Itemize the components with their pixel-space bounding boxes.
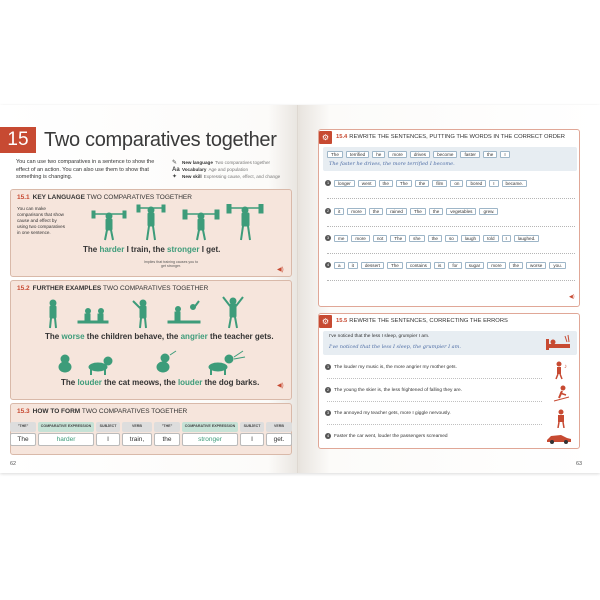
example-sentence-2: The louder the cat meows, the louder the dog barks. [61,378,260,387]
implies-note: Implies that training causes you to get stronger. [143,260,199,269]
word-tile: I [489,180,498,187]
vocabulary-icon: Aa [172,166,180,173]
formation-chain [10,422,292,452]
word-tile: The [387,262,403,269]
word-tile: I [500,151,509,158]
word-tile: film [432,180,447,187]
panel-title: 15.1 KEY LANGUAGE TWO COMPARATIVES TOGETHER [17,194,192,201]
side-note: You can make comparisons that show cause and effect by using two comparatives in one sentence. [17,206,66,235]
example-words [327,149,513,159]
question-number: 2 [326,209,330,213]
word-tile: the [509,262,523,269]
panel-key-language [10,189,292,277]
panel-further-examples [10,280,292,400]
audio-icon[interactable]: ◀) [569,294,575,300]
word-tile: terrified [346,151,369,158]
cat-dog-illustration [53,347,253,375]
teacher-figure-3 [223,297,243,328]
word-tile: The [327,151,343,158]
chain-head-comparative: COMPARATIVE EXPRESSION [38,422,94,432]
unit-meta: ✎ New language Two comparatives together Aa Vocabulary Age and population ✦ New skill Expressing cause, effect, and change [172,159,281,180]
exercise-title: ⚙ 15.4 REWRITE THE SENTENCES, PUTTING THE WORDS IN THE CORRECT ORDER [319,130,581,144]
chain-head-verb: VERB [122,422,152,432]
car-icon [545,432,573,444]
chain-head-comparative-2: COMPARATIVE EXPRESSION [182,422,238,432]
skill-icon: ✦ [172,173,178,180]
key-sentence: The harder I train, the stronger I get. [83,245,221,254]
example-sentence-1: The worse the children behave, the angrier the teacher gets. [45,332,274,341]
word-tile: not [373,235,387,242]
answer-line[interactable] [327,280,575,281]
right-page [300,105,600,473]
question-row-4 [325,260,569,270]
word-tile: the [379,180,393,187]
weightlifter-figure-3 [183,210,219,240]
answer-line[interactable] [327,401,542,402]
unit-header [0,127,277,153]
weightlifter-figure-2 [137,205,165,240]
cat-figure-1 [59,355,71,372]
example-question: I've noticed that the less I sleep, grumpier I am. [329,334,430,339]
bed-icon [545,334,571,352]
word-tile: the [483,151,497,158]
word-tile: worse [526,262,546,269]
word-tile: become [433,151,457,158]
intro-text: You can use two comparatives in a sentence to show the effect of an action. You can also use them to show that something is changing. [16,159,155,180]
children-group-1 [78,309,108,324]
word-tile: contains [406,262,431,269]
word-tile: rained [386,208,407,215]
teacher-figure-1 [50,300,56,328]
question-row-2 [325,206,501,216]
word-tile: became. [502,180,528,187]
question-number: 2 [326,388,330,392]
chain-head-verb-2: VERB [266,422,292,432]
word-tile: so [445,235,458,242]
question-number: 1 [326,181,330,185]
question-number: 4 [326,263,330,267]
teacher-icon [553,408,569,428]
question-number: 1 [326,365,330,369]
audio-icon[interactable]: ◀) [277,267,284,273]
word-tile: it [334,208,344,215]
speech-bubble-icon: ✎ [172,159,178,166]
word-tile: sugar [465,262,485,269]
question-1: 1 The louder my music is, the more angrier my mother gets. [326,364,457,370]
word-tile: is [434,262,445,269]
word-tile: longer [334,180,355,187]
music-person-icon [551,360,571,380]
word-tile: grew. [479,208,498,215]
word-tile: the [428,235,442,242]
chain-cell-verb-2: get. [266,433,292,446]
chain-cell-comparative-2: stronger [182,433,238,446]
word-tile: more [351,235,369,242]
example-answer: The faster he drives, the more terrified I become. [329,161,455,167]
page-number-right: 63 [576,461,583,467]
word-tile: the [429,208,443,215]
unit-number: 15 [0,127,36,153]
example-answer: I've noticed that the less I sleep, the grumpier I am. [329,344,461,350]
cat-figure-2 [157,351,176,372]
unit-title: Two comparatives together [44,128,277,151]
word-tile: I [502,235,511,242]
answer-line[interactable] [327,378,542,379]
exercise-15-5 [318,313,580,449]
question-row-3 [325,233,542,243]
word-tile: more [487,262,505,269]
question-row-1 [325,178,530,188]
weightlifter-illustration [89,204,269,244]
word-tile: laughed. [514,235,540,242]
gear-icon: ⚙ [319,315,332,328]
weightlifter-figure-1 [92,211,126,240]
question-3: 3 The annoyed my teacher gets, more I giggle nervously. [326,410,451,416]
chain-head-subject: SUBJECT [96,422,120,432]
word-tile: the [369,208,383,215]
chain-cell-comparative: harder [38,433,94,446]
left-page [0,105,298,473]
question-2: 2 The young the skier is, the less frightened of falling they are. [326,387,462,393]
word-tile: laugh [461,235,480,242]
chain-cell-the-2: the [154,433,180,446]
word-tile: the [415,180,429,187]
word-tile: vegetables [446,208,476,215]
word-tile: more [388,151,406,158]
classroom-illustration [43,295,253,329]
word-tile: more [347,208,365,215]
word-tile: for [448,262,461,269]
word-tile: dessert [361,262,384,269]
answer-line[interactable] [327,226,575,227]
question-number: 3 [326,236,330,240]
page-number-left: 62 [10,461,17,467]
chain-head-the: "THE" [10,422,36,432]
word-tile: a [334,262,345,269]
exercise-15-4 [318,129,580,307]
children-group-2 [168,301,200,323]
chain-cell-the: The [10,433,36,446]
chain-cell-subject-2: I [240,433,264,446]
question-number: 4 [326,434,330,438]
word-tile: me [334,235,348,242]
word-tile: drives [410,151,430,158]
exercise-title: ⚙ 15.5 REWRITE THE SENTENCES, CORRECTING THE ERRORS [319,314,581,328]
chain-cell-subject: I [96,433,120,446]
dog-figure-2 [209,351,245,375]
panel-title: 15.2 FURTHER EXAMPLES TWO COMPARATIVES TOGETHER [17,285,209,292]
word-tile: on [450,180,463,187]
chain-cell-verb: train, [122,433,152,446]
word-tile: The [410,208,426,215]
weightlifter-figure-4 [227,204,263,240]
panel-title: 15.3 HOW TO FORM TWO COMPARATIVES TOGETHER [17,408,188,415]
answer-line[interactable] [327,253,575,254]
question-number: 3 [326,411,330,415]
word-tile: she [409,235,424,242]
word-tile: faster [460,151,480,158]
question-4: 4 Faster the car went, louder the passengers screamed [326,433,448,439]
word-tile: The [396,180,412,187]
gear-icon: ⚙ [319,131,332,144]
answer-line[interactable] [327,198,575,199]
book-spread [0,105,600,473]
chain-head-the-2: "THE" [154,422,180,432]
word-tile: bored [466,180,486,187]
skier-icon [551,384,571,404]
word-tile: went [358,180,376,187]
svg-text:♪: ♪ [564,364,567,370]
word-tile: told [483,235,498,242]
word-tile: it [348,262,358,269]
answer-line[interactable] [327,424,542,425]
chain-head-subject-2: SUBJECT [240,422,264,432]
audio-icon[interactable]: ◀) [277,383,284,389]
word-tile: you. [549,262,566,269]
dog-figure-1 [89,357,112,375]
word-tile: he [372,151,385,158]
word-tile: The [390,235,406,242]
teacher-figure-2 [133,300,146,328]
